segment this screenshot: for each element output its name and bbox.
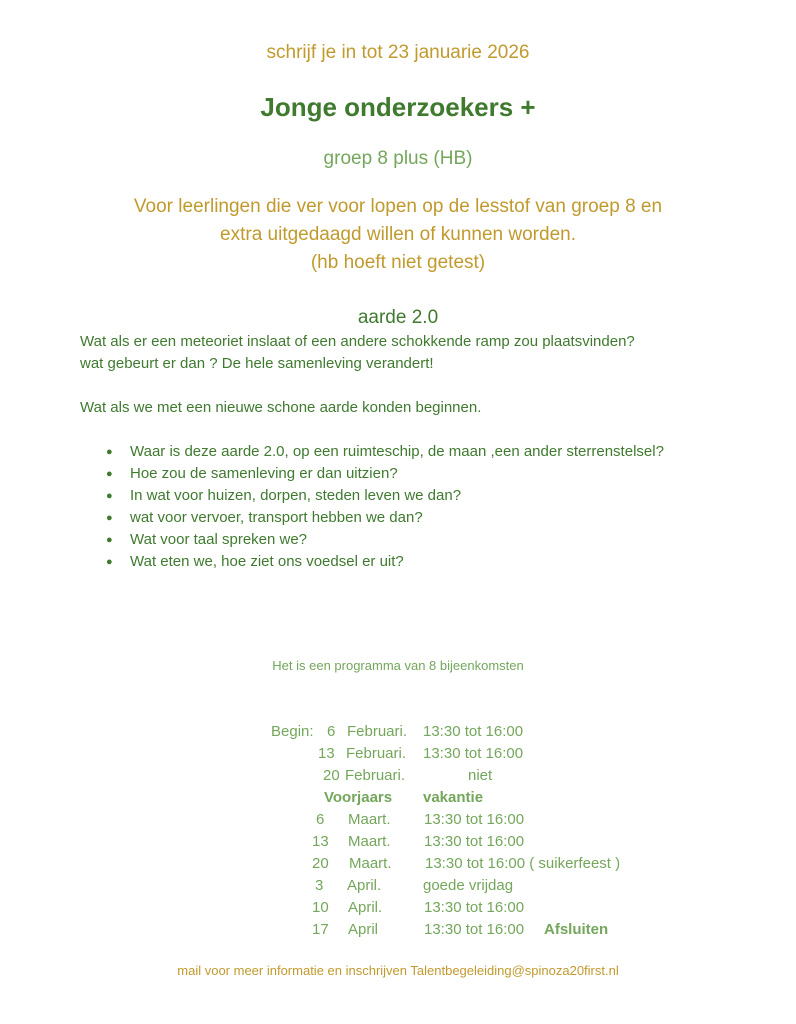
schedule-info: 13:30 tot 16:00 xyxy=(424,899,525,916)
schedule-month: April xyxy=(348,921,379,938)
schedule-month: Februari. xyxy=(345,767,406,784)
intro-text: wat gebeurt er dan ? De hele samenleving verandert! xyxy=(80,355,434,372)
schedule-day: 20 xyxy=(312,855,329,872)
schedule-month: Maart. xyxy=(349,855,392,872)
schedule-day: 3 xyxy=(315,877,324,894)
schedule-day: 6 xyxy=(327,723,336,740)
registration-deadline: schrijf je in tot 23 januarie 2026 xyxy=(266,42,530,63)
intro-text: Wat als er een meteoriet inslaat of een andere schokkende ramp zou plaatsvinden? xyxy=(80,333,635,350)
closing-label: Afsluiten xyxy=(544,921,609,938)
schedule-month: Maart. xyxy=(348,811,391,828)
schedule-day: 17 xyxy=(312,921,329,938)
schedule-info: 13:30 tot 16:00 ( suikerfeest ) xyxy=(425,855,621,872)
list-item: ● Wat eten we, hoe ziet ons voedsel er uit? xyxy=(130,551,690,573)
schedule-info: 13:30 tot 16:00 xyxy=(424,921,525,938)
schedule-month: Februari. xyxy=(346,745,407,762)
schedule-info: 13:30 tot 16:00 xyxy=(424,833,525,850)
list-item: ● Hoe zou de samenleving er dan uitzien? xyxy=(130,463,690,485)
schedule-day: 6 xyxy=(316,811,325,828)
list-item: ● In wat voor huizen, dorpen, steden leven we dan? xyxy=(130,485,690,507)
program-note: Het is een programma van 8 bijeenkomsten xyxy=(272,658,524,673)
schedule-info: 13:30 tot 16:00 xyxy=(424,811,525,828)
schedule-day: 13 xyxy=(318,745,335,762)
schedule-month: Februari. xyxy=(347,723,408,740)
audience-line: (hb hoeft niet getest) xyxy=(310,252,486,273)
schedule-month: April. xyxy=(347,877,382,894)
intro-text: Wat als we met een nieuwe schone aarde konden beginnen. xyxy=(80,399,482,416)
holiday-label: vakantie xyxy=(423,789,484,806)
schedule-month: April. xyxy=(348,899,383,916)
schedule-day: 20 xyxy=(323,767,340,784)
holiday-label: Voorjaars xyxy=(324,789,393,806)
schedule-day: 10 xyxy=(312,899,329,916)
question-list xyxy=(80,441,690,573)
topic-title: aarde 2.0 xyxy=(357,307,439,328)
list-item: ● Waar is deze aarde 2.0, op een ruimteschip, de maan ,een ander sterrenstelsel? xyxy=(130,441,690,463)
schedule-info: 13:30 tot 16:00 xyxy=(423,745,524,762)
schedule-info: goede vrijdag xyxy=(423,877,514,894)
schedule-day: 13 xyxy=(312,833,329,850)
audience-line: extra uitgedaagd willen of kunnen worden. xyxy=(220,224,576,245)
page-title: Jonge onderzoekers + xyxy=(260,92,536,122)
list-item: ● wat voor vervoer, transport hebben we dan? xyxy=(130,507,690,529)
schedule-info: niet xyxy=(468,767,493,784)
schedule-month: Maart. xyxy=(348,833,391,850)
list-item: ● Wat voor taal spreken we? xyxy=(130,529,690,551)
audience-line: Voor leerlingen die ver voor lopen op de lesstof van groep 8 en xyxy=(133,196,663,217)
begin-label: Begin: xyxy=(271,723,314,740)
subtitle: groep 8 plus (HB) xyxy=(323,148,473,169)
schedule-info: 13:30 tot 16:00 xyxy=(423,723,524,740)
contact-info: mail voor meer informatie en inschrijven Talentbegeleiding@spinoza20first.nl xyxy=(177,963,619,978)
